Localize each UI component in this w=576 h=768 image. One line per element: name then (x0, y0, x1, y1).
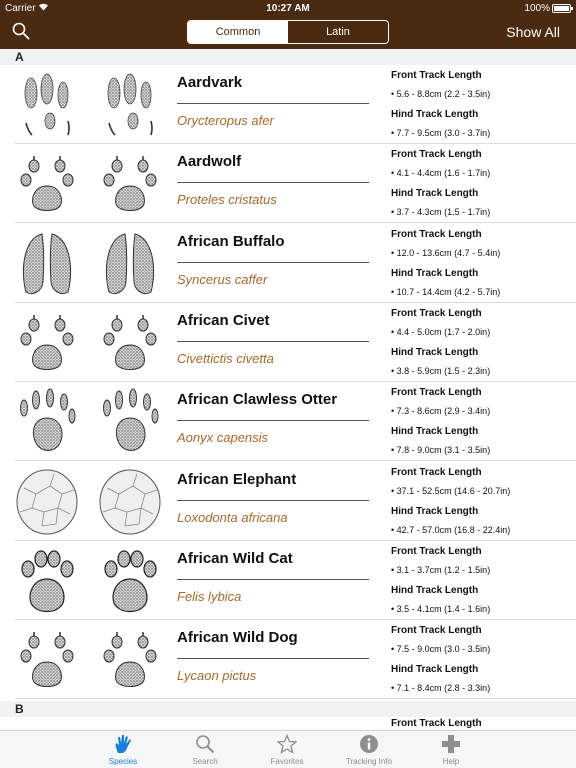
front-track-icon (14, 626, 80, 694)
search-icon[interactable] (12, 22, 30, 40)
species-row-african-civet[interactable] (0, 303, 576, 382)
show-all-button[interactable]: Show All (506, 24, 560, 40)
battery-percent: 100% (524, 3, 550, 14)
tab-search[interactable] (164, 731, 246, 768)
name-divider (177, 341, 369, 342)
front-track-icon (14, 547, 80, 615)
hind-track-length-value: • 7.7 - 9.5cm (3.0 - 3.7in) (391, 128, 491, 138)
hind-track-length-heading: Hind Track Length (391, 109, 479, 120)
tab-label: Tracking Info (346, 757, 392, 766)
front-track-length-value: • 12.0 - 13.6cm (4.7 - 5.4in) (391, 248, 501, 258)
name-divider (177, 262, 369, 263)
status-bar (0, 0, 576, 17)
species-row-aardvark[interactable] (0, 65, 576, 144)
latin-name: Loxodonta africana (177, 510, 288, 525)
hind-track-icon (97, 150, 163, 218)
front-track-icon (14, 71, 80, 139)
tab-bar (0, 730, 576, 768)
front-track-icon (14, 468, 80, 536)
hind-track-length-heading: Hind Track Length (391, 188, 479, 199)
hand-icon (113, 734, 133, 754)
species-row-african-wild-cat[interactable] (0, 541, 576, 620)
front-track-icon (14, 230, 80, 298)
info-icon (359, 734, 379, 754)
species-row-african-elephant[interactable] (0, 462, 576, 541)
latin-name: Lycaon pictus (177, 668, 257, 683)
front-track-length-value: • 7.5 - 9.0cm (3.0 - 3.5in) (391, 644, 491, 654)
tab-tracking-info[interactable] (328, 731, 410, 768)
section-header-a: A (0, 49, 576, 65)
tab-label: Search (192, 757, 218, 766)
hind-track-icon (97, 547, 163, 615)
front-track-length-heading: Front Track Length (391, 718, 482, 729)
species-row-african-buffalo[interactable] (0, 224, 576, 303)
common-name: Aardwolf (177, 153, 242, 170)
front-track-length-heading: Front Track Length (391, 70, 482, 81)
hind-track-length-value: • 3.8 - 5.9cm (1.5 - 2.3in) (391, 366, 491, 376)
front-track-icon (14, 309, 80, 377)
name-type-segmented-control (187, 20, 389, 44)
segment-common[interactable]: Common (188, 21, 288, 43)
name-divider (177, 182, 369, 183)
list-item-partial[interactable] (0, 717, 576, 730)
common-name: African Clawless Otter (177, 391, 338, 408)
front-track-length-value: • 5.6 - 8.8cm (2.2 - 3.5in) (391, 89, 491, 99)
front-track-icon (14, 150, 80, 218)
front-track-length-heading: Front Track Length (391, 467, 482, 478)
row-separator (15, 460, 576, 461)
front-track-icon (14, 388, 80, 456)
latin-name: Syncerus caffer (177, 272, 268, 287)
latin-name: Aonyx capensis (177, 430, 269, 445)
search-icon (195, 734, 215, 754)
latin-name: Proteles cristatus (177, 192, 277, 207)
name-divider (177, 658, 369, 659)
tab-label: Help (442, 757, 460, 766)
row-separator (15, 698, 576, 699)
latin-name: Civettictis civetta (177, 351, 274, 366)
front-track-length-value: • 4.4 - 5.0cm (1.7 - 2.0in) (391, 327, 491, 337)
common-name: African Buffalo (177, 233, 285, 250)
tab-species[interactable] (82, 731, 164, 768)
hind-track-icon (97, 388, 163, 456)
hind-track-length-value: • 3.7 - 4.3cm (1.5 - 1.7in) (391, 207, 491, 217)
latin-name: Felis lybica (177, 589, 242, 604)
common-name: African Civet (177, 312, 270, 329)
hind-track-length-heading: Hind Track Length (391, 268, 479, 279)
name-divider (177, 500, 369, 501)
front-track-length-value: • 4.1 - 4.4cm (1.6 - 1.7in) (391, 168, 491, 178)
battery-icon (552, 4, 571, 13)
front-track-length-value: • 37.1 - 52.5cm (14.6 - 20.7in) (391, 486, 511, 496)
hind-track-length-heading: Hind Track Length (391, 347, 479, 358)
row-separator (15, 222, 576, 223)
tab-help[interactable] (410, 731, 492, 768)
name-divider (177, 103, 369, 104)
hind-track-length-value: • 7.1 - 8.4cm (2.8 - 3.3in) (391, 683, 491, 693)
tab-favorites[interactable] (246, 731, 328, 768)
carrier-label: Carrier (5, 3, 36, 14)
star-icon (277, 734, 297, 754)
hind-track-length-heading: Hind Track Length (391, 585, 479, 596)
hind-track-icon (97, 309, 163, 377)
latin-name: Orycteropus afer (177, 113, 274, 128)
front-track-length-heading: Front Track Length (391, 625, 482, 636)
hind-track-length-value: • 10.7 - 14.4cm (4.2 - 5.7in) (391, 287, 501, 297)
front-track-length-heading: Front Track Length (391, 308, 482, 319)
species-row-aardwolf[interactable] (0, 144, 576, 223)
species-row-african-clawless-otter[interactable] (0, 382, 576, 461)
hind-track-length-value: • 7.8 - 9.0cm (3.1 - 3.5in) (391, 445, 491, 455)
section-header-b: B (0, 701, 576, 717)
hind-track-length-value: • 42.7 - 57.0cm (16.8 - 22.4in) (391, 525, 511, 535)
plus-icon (441, 734, 461, 754)
hind-track-length-heading: Hind Track Length (391, 426, 479, 437)
common-name: African Wild Cat (177, 550, 293, 567)
tab-label: Species (108, 757, 138, 766)
common-name: African Wild Dog (177, 629, 298, 646)
front-track-length-heading: Front Track Length (391, 229, 482, 240)
tab-label: Favorites (270, 757, 304, 766)
name-divider (177, 579, 369, 580)
name-divider (177, 420, 369, 421)
species-row-african-wild-dog[interactable] (0, 620, 576, 699)
status-time: 10:27 AM (266, 3, 310, 14)
navigation-bar (0, 0, 576, 49)
front-track-length-value: • 7.3 - 8.6cm (2.9 - 3.4in) (391, 406, 491, 416)
segment-latin[interactable]: Latin (326, 26, 350, 38)
common-name: Aardvark (177, 74, 243, 91)
front-track-length-heading: Front Track Length (391, 387, 482, 398)
hind-track-icon (97, 626, 163, 694)
hind-track-icon (97, 71, 163, 139)
hind-track-length-value: • 3.5 - 4.1cm (1.4 - 1.6in) (391, 604, 491, 614)
hind-track-icon (97, 230, 163, 298)
front-track-length-value: • 3.1 - 3.7cm (1.2 - 1.5in) (391, 565, 491, 575)
front-track-length-heading: Front Track Length (391, 149, 482, 160)
common-name: African Elephant (177, 471, 297, 488)
hind-track-length-heading: Hind Track Length (391, 506, 479, 517)
hind-track-length-heading: Hind Track Length (391, 664, 479, 675)
front-track-length-heading: Front Track Length (391, 546, 482, 557)
hind-track-icon (97, 468, 163, 536)
